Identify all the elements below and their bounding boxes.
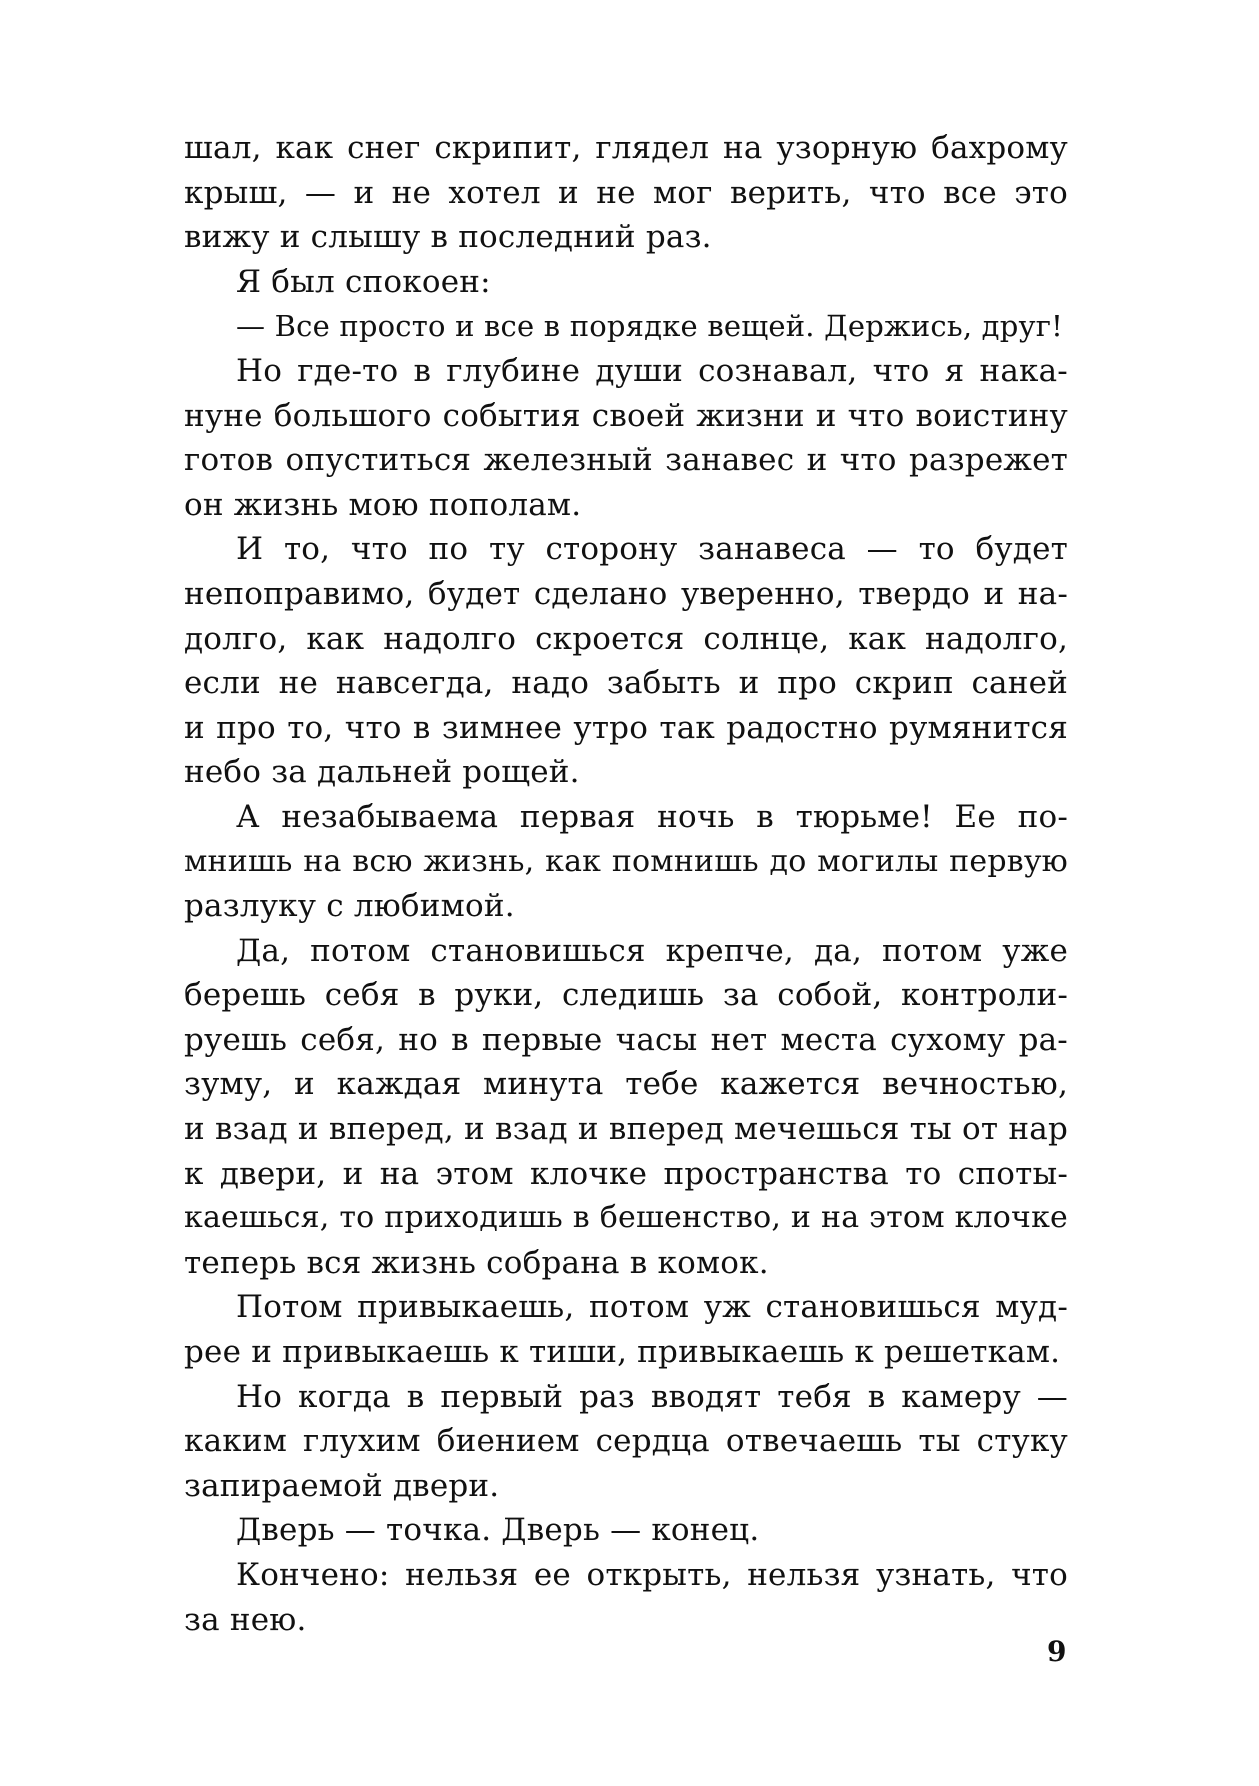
text-line: И то, что по ту сторону занавеса — то будет — [236, 531, 1068, 568]
text-line: разлуку с любимой. — [184, 888, 515, 925]
text-line: Я был спокоен: — [236, 263, 491, 300]
text-line: Дверь — точка. Дверь — конец. — [236, 1512, 760, 1549]
text-line: каким глухим биением сердца отвечаешь ты стуку — [184, 1423, 1068, 1460]
text-line: за нею. — [184, 1601, 307, 1638]
text-line: — Все просто и все в порядке вещей. Держись, друг! — [236, 309, 1063, 344]
text-line: вижу и слышу в последний раз. — [184, 219, 712, 256]
text-line: он жизнь мою пополам. — [184, 486, 582, 523]
text-line: и про то, что в зимнее утро так радостно румянится — [184, 709, 1068, 746]
text-line: шал, как снег скрипит, глядел на узорную бахрому — [184, 130, 1068, 166]
text-line: каешься, то приходишь в бешенство, и на этом клочке — [184, 1200, 1068, 1236]
text-line: запираемой двери. — [184, 1467, 500, 1504]
text-line: долго, как надолго скроется солнце, как надолго, — [184, 620, 1068, 657]
text-line: Кончено: нельзя ее открыть, нельзя узнать, что — [236, 1557, 1068, 1593]
text-line: Но где-то в глубине души сознавал, что я нака- — [236, 352, 1068, 389]
text-line: Но когда в первый раз вводят тебя в камеру — — [236, 1378, 1068, 1415]
text-line: готов опуститься железный занавес и что разрежет — [184, 442, 1068, 479]
text-line: если не навсегда, надо забыть и про скрип саней — [184, 665, 1068, 702]
text-line: А незабываема первая ночь в тюрьме! Ее по- — [236, 798, 1068, 835]
text-line: нуне большого события своей жизни и что воистину — [184, 397, 1068, 434]
text-line: и взад и вперед, и взад и вперед мечешься ты от нар — [184, 1111, 1068, 1148]
body-text — [184, 126, 1068, 1642]
text-line: Потом привыкаешь, потом уж становишься муд- — [236, 1289, 1068, 1326]
text-line: руешь себя, но в первые часы нет места сухому ра- — [184, 1021, 1068, 1058]
text-line: Да, потом становишься крепче, да, потом уже — [236, 932, 1068, 969]
text-line: непоправимо, будет сделано уверенно, твердо и на- — [184, 575, 1068, 612]
text-line: рее и привыкаешь к тиши, привыкаешь к решеткам. — [184, 1334, 1061, 1371]
text-line: к двери, и на этом клочке пространства то споты- — [184, 1155, 1068, 1192]
text-line: крыш, — и не хотел и не мог верить, что все это — [184, 174, 1068, 211]
text-line: берешь себя в руки, следишь за собой, контроли- — [184, 977, 1068, 1014]
text-line: теперь вся жизнь собрана в комок. — [184, 1244, 769, 1281]
text-line: мнишь на всю жизнь, как помнишь до могилы первую — [184, 843, 1068, 879]
page-number: 9 — [1047, 1635, 1067, 1668]
text-line: небо за дальней рощей. — [184, 754, 580, 791]
text-line: зуму, и каждая минута тебе кажется вечностью, — [184, 1066, 1068, 1103]
